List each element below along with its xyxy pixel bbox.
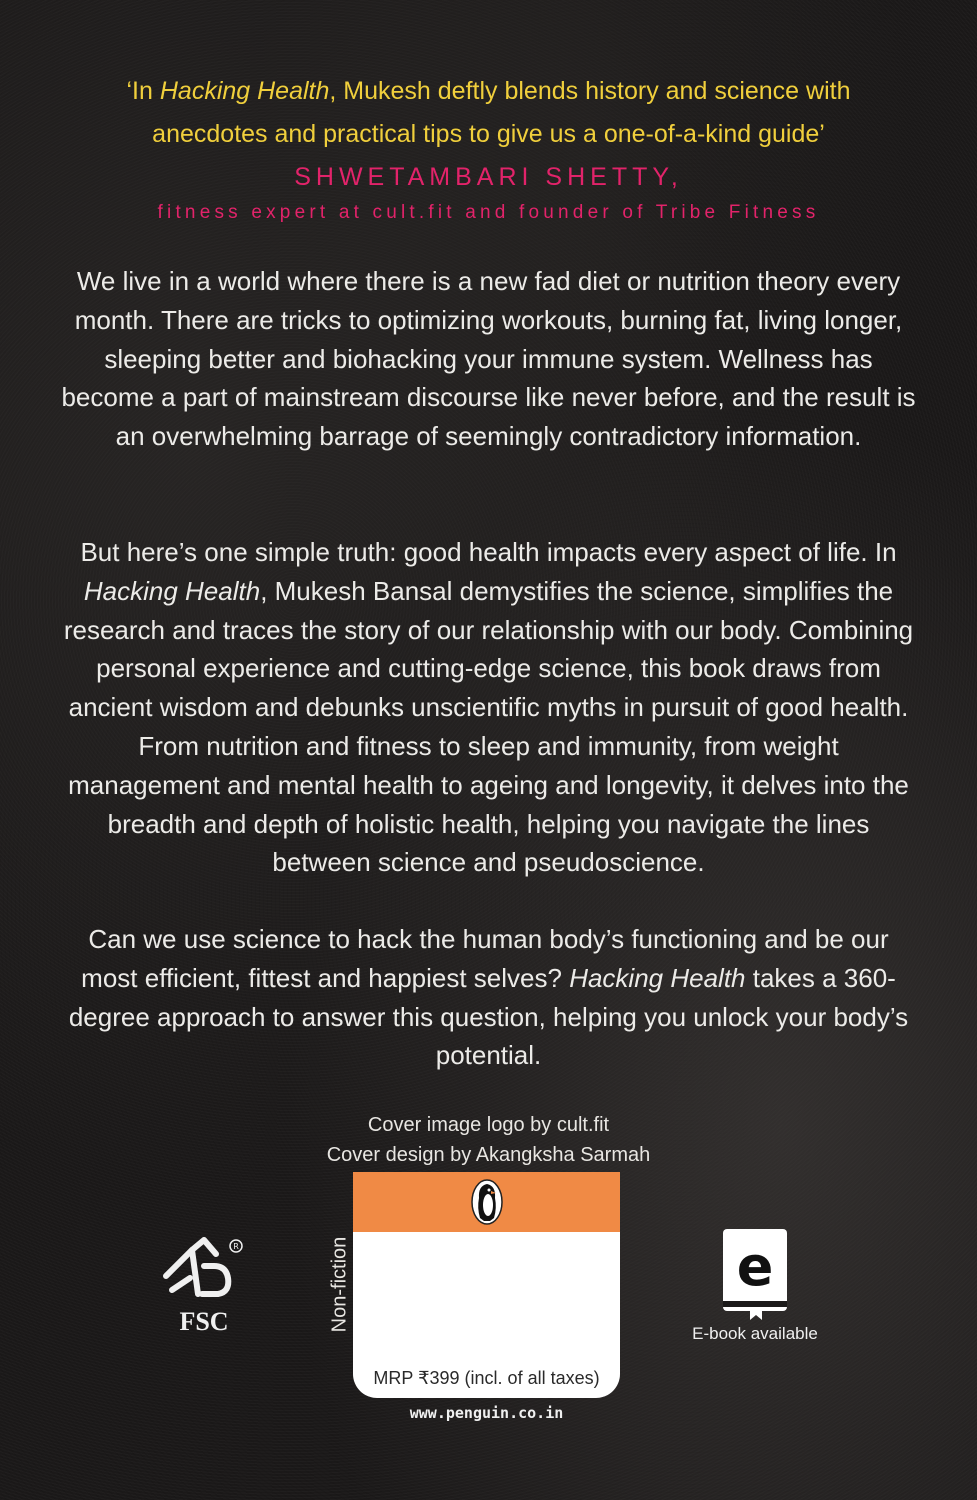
blurb-text: Can we use science to hack the human body’s functioning and be our most efficient, fittest and happiest selves?	[81, 924, 889, 993]
genre-text: Non-fiction	[328, 1236, 351, 1333]
blurb-paragraph-3	[60, 920, 917, 1075]
mrp-price: MRP ₹399 (incl. of all taxes)	[373, 1368, 600, 1388]
price-label	[353, 1172, 620, 1398]
attribution-role: fitness expert at cult.fit and founder of Tribe Fitness	[157, 202, 820, 223]
fsc-label: FSC	[179, 1307, 229, 1336]
publisher-url: www.penguin.co.in	[409, 1404, 564, 1422]
blurb-book-title: Hacking Health	[569, 962, 746, 993]
attribution-name: SHWETAMBARI SHETTY,	[294, 163, 683, 191]
blurb-text: , Mukesh Bansal demystifies the science, simplifies the research and traces the story of our relationship with our body. Combining personal experience and cutting-edge science, this book draws from ancient wisdom and debunks unscientific myths in pursuit of good health. From nutrition and fitness to sleep and immunity, from weight management and mental health to ageing and longevity, it delves into the breadth and depth of holistic health, helping you navigate the lines between science and pseudoscience.	[63, 575, 914, 878]
credit-design: Cover design by Akangksha Sarmah	[326, 1144, 651, 1166]
cover-credits	[0, 1110, 977, 1170]
quote-text: ‘In	[126, 77, 160, 105]
quote-book-title: Hacking Health	[159, 77, 330, 105]
quote-line-1	[0, 70, 977, 113]
svg-text:e: e	[736, 1235, 774, 1298]
quote-text: , Mukesh deftly blends history and science with	[329, 77, 851, 105]
ebook-label: E-book available	[692, 1324, 818, 1343]
credit-logo: Cover image logo by cult.fit	[367, 1114, 610, 1136]
blurb-paragraph-1	[60, 262, 917, 456]
ebook-icon	[720, 1227, 790, 1321]
svg-text:R: R	[233, 1242, 239, 1251]
quote-line-2: anecdotes and practical tips to give us a one-of-a-kind guide’	[152, 120, 825, 148]
blurb-text: But here’s one simple truth: good health impacts every aspect of life. In	[80, 537, 897, 567]
review-quote	[0, 70, 977, 156]
blurb-text: takes a 360-degree approach to answer this question, helping you unlock your body’s potential.	[68, 962, 909, 1071]
blurb-text: We live in a world where there is a new fad diet or nutrition theory every month. There are tricks to optimizing workouts, burning fat, living longer, sleeping better and biohacking your immune system. Wellness has become a part of mainstream discourse like never before, and the result is an overwhelming barrage of seemingly contradictory information.	[61, 266, 916, 452]
blurb-paragraph-2	[60, 533, 917, 882]
blurb-book-title: Hacking Health	[83, 575, 261, 606]
penguin-logo-icon	[470, 1178, 504, 1226]
